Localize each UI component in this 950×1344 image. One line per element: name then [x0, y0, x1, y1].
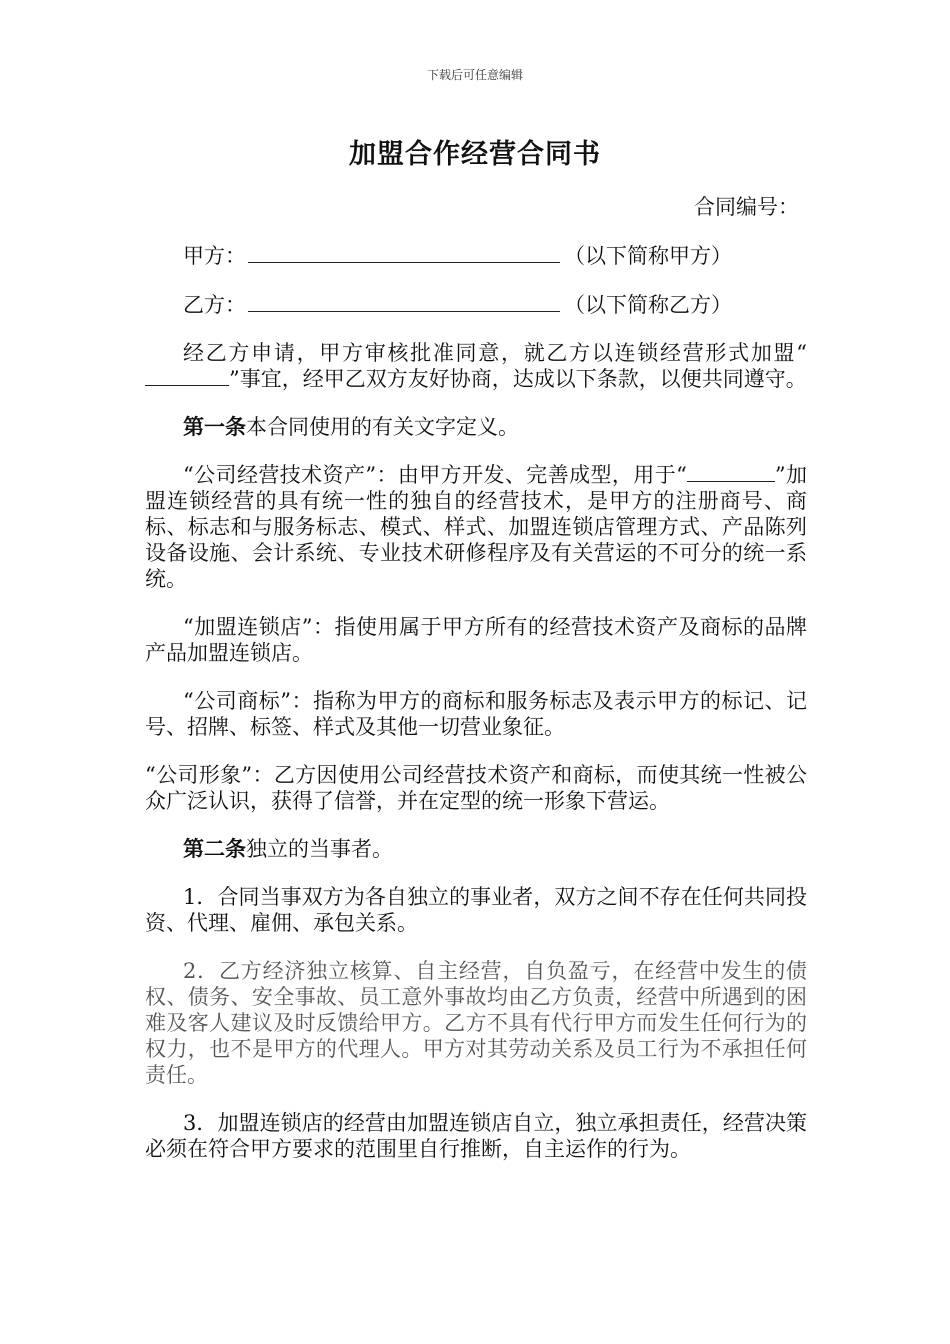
- party-a-blank: [248, 242, 560, 263]
- clause-2: 2．乙方经济独立核算、自主经营，自负盈亏，在经营中发生的债权、债务、安全事故、员工意外事故均由乙方负责，经营中所遇到的困难及客人建议及时反馈给甲方。乙方不具有代行甲方而发生任何行为的权力，也不是甲方的代理人。甲方对其劳动关系及员工行为不承担任何责任。: [145, 959, 807, 1087]
- definition-store: “加盟连锁店”：指使用属于甲方所有的经营技术资产及商标的品牌产品加盟连锁店。: [145, 615, 807, 665]
- article-2-paragraph: [145, 836, 807, 862]
- definition-assets-start: “公司经营技术资产”：由甲方开发、完善成型，用于“: [183, 463, 687, 487]
- article-1-text: 本合同使用的有关文字定义。: [246, 415, 519, 439]
- article-2-text: 独立的当事者。: [246, 837, 393, 861]
- document-title: 加盟合作经营合同书: [349, 139, 601, 170]
- intro-text-end: ”事宜，经甲乙双方友好协商，达成以下条款，以便共同遵守。: [229, 367, 807, 391]
- party-b-suffix: （以下简称乙方）: [564, 293, 732, 317]
- party-a-line: [145, 242, 807, 269]
- definition-assets-end: ”加盟连锁经营的具有统一性的独自的经营技术，是甲方的注册商号、商标、标志和与服务标志、模式、样式、加盟连锁店管理方式、产品陈列设备设施、会计系统、专业技术研修程序及有关营运的不可分的统一系统。: [145, 463, 807, 591]
- definition-trademark: “公司商标”：指称为甲方的商标和服务标志及表示甲方的标记、记号、招牌、标签、样式及其他一切营业象征。: [145, 689, 807, 739]
- article-2-heading: 第二条: [183, 836, 246, 861]
- party-b-label: 乙方：: [183, 293, 246, 317]
- intro-paragraph: [145, 340, 807, 392]
- document-body: [145, 194, 807, 1184]
- party-a-suffix: （以下简称甲方）: [564, 244, 732, 268]
- party-a-label: 甲方：: [183, 244, 246, 268]
- clause-1: 1．合同当事双方为各自独立的事业者，双方之间不存在任何共同投资、代理、雇佣、承包关系。: [145, 885, 807, 935]
- party-b-blank: [248, 291, 560, 312]
- header-note: 下载后可任意编辑: [426, 68, 523, 82]
- clause-3: 3．加盟连锁店的经营由加盟连锁店自立，独立承担责任，经营决策必须在符合甲方要求的范围里自行推断，自主运作的行为。: [145, 1111, 807, 1161]
- brand-name-blank: [145, 367, 229, 386]
- assets-brand-blank: [687, 463, 775, 482]
- definition-assets: [145, 462, 807, 592]
- intro-text-start: 经乙方申请，甲方审核批准同意，就乙方以连锁经营形式加盟“: [183, 341, 807, 365]
- contract-number-label: 合同编号：: [694, 195, 799, 219]
- article-1-heading: 第一条: [183, 414, 246, 439]
- article-1-paragraph: [145, 414, 807, 440]
- party-b-line: [145, 291, 807, 318]
- definition-image: “公司形象”：乙方因使用公司经营技术资产和商标，而使其统一性被公众广泛认识，获得了信誉，并在定型的统一形象下营运。: [145, 763, 807, 813]
